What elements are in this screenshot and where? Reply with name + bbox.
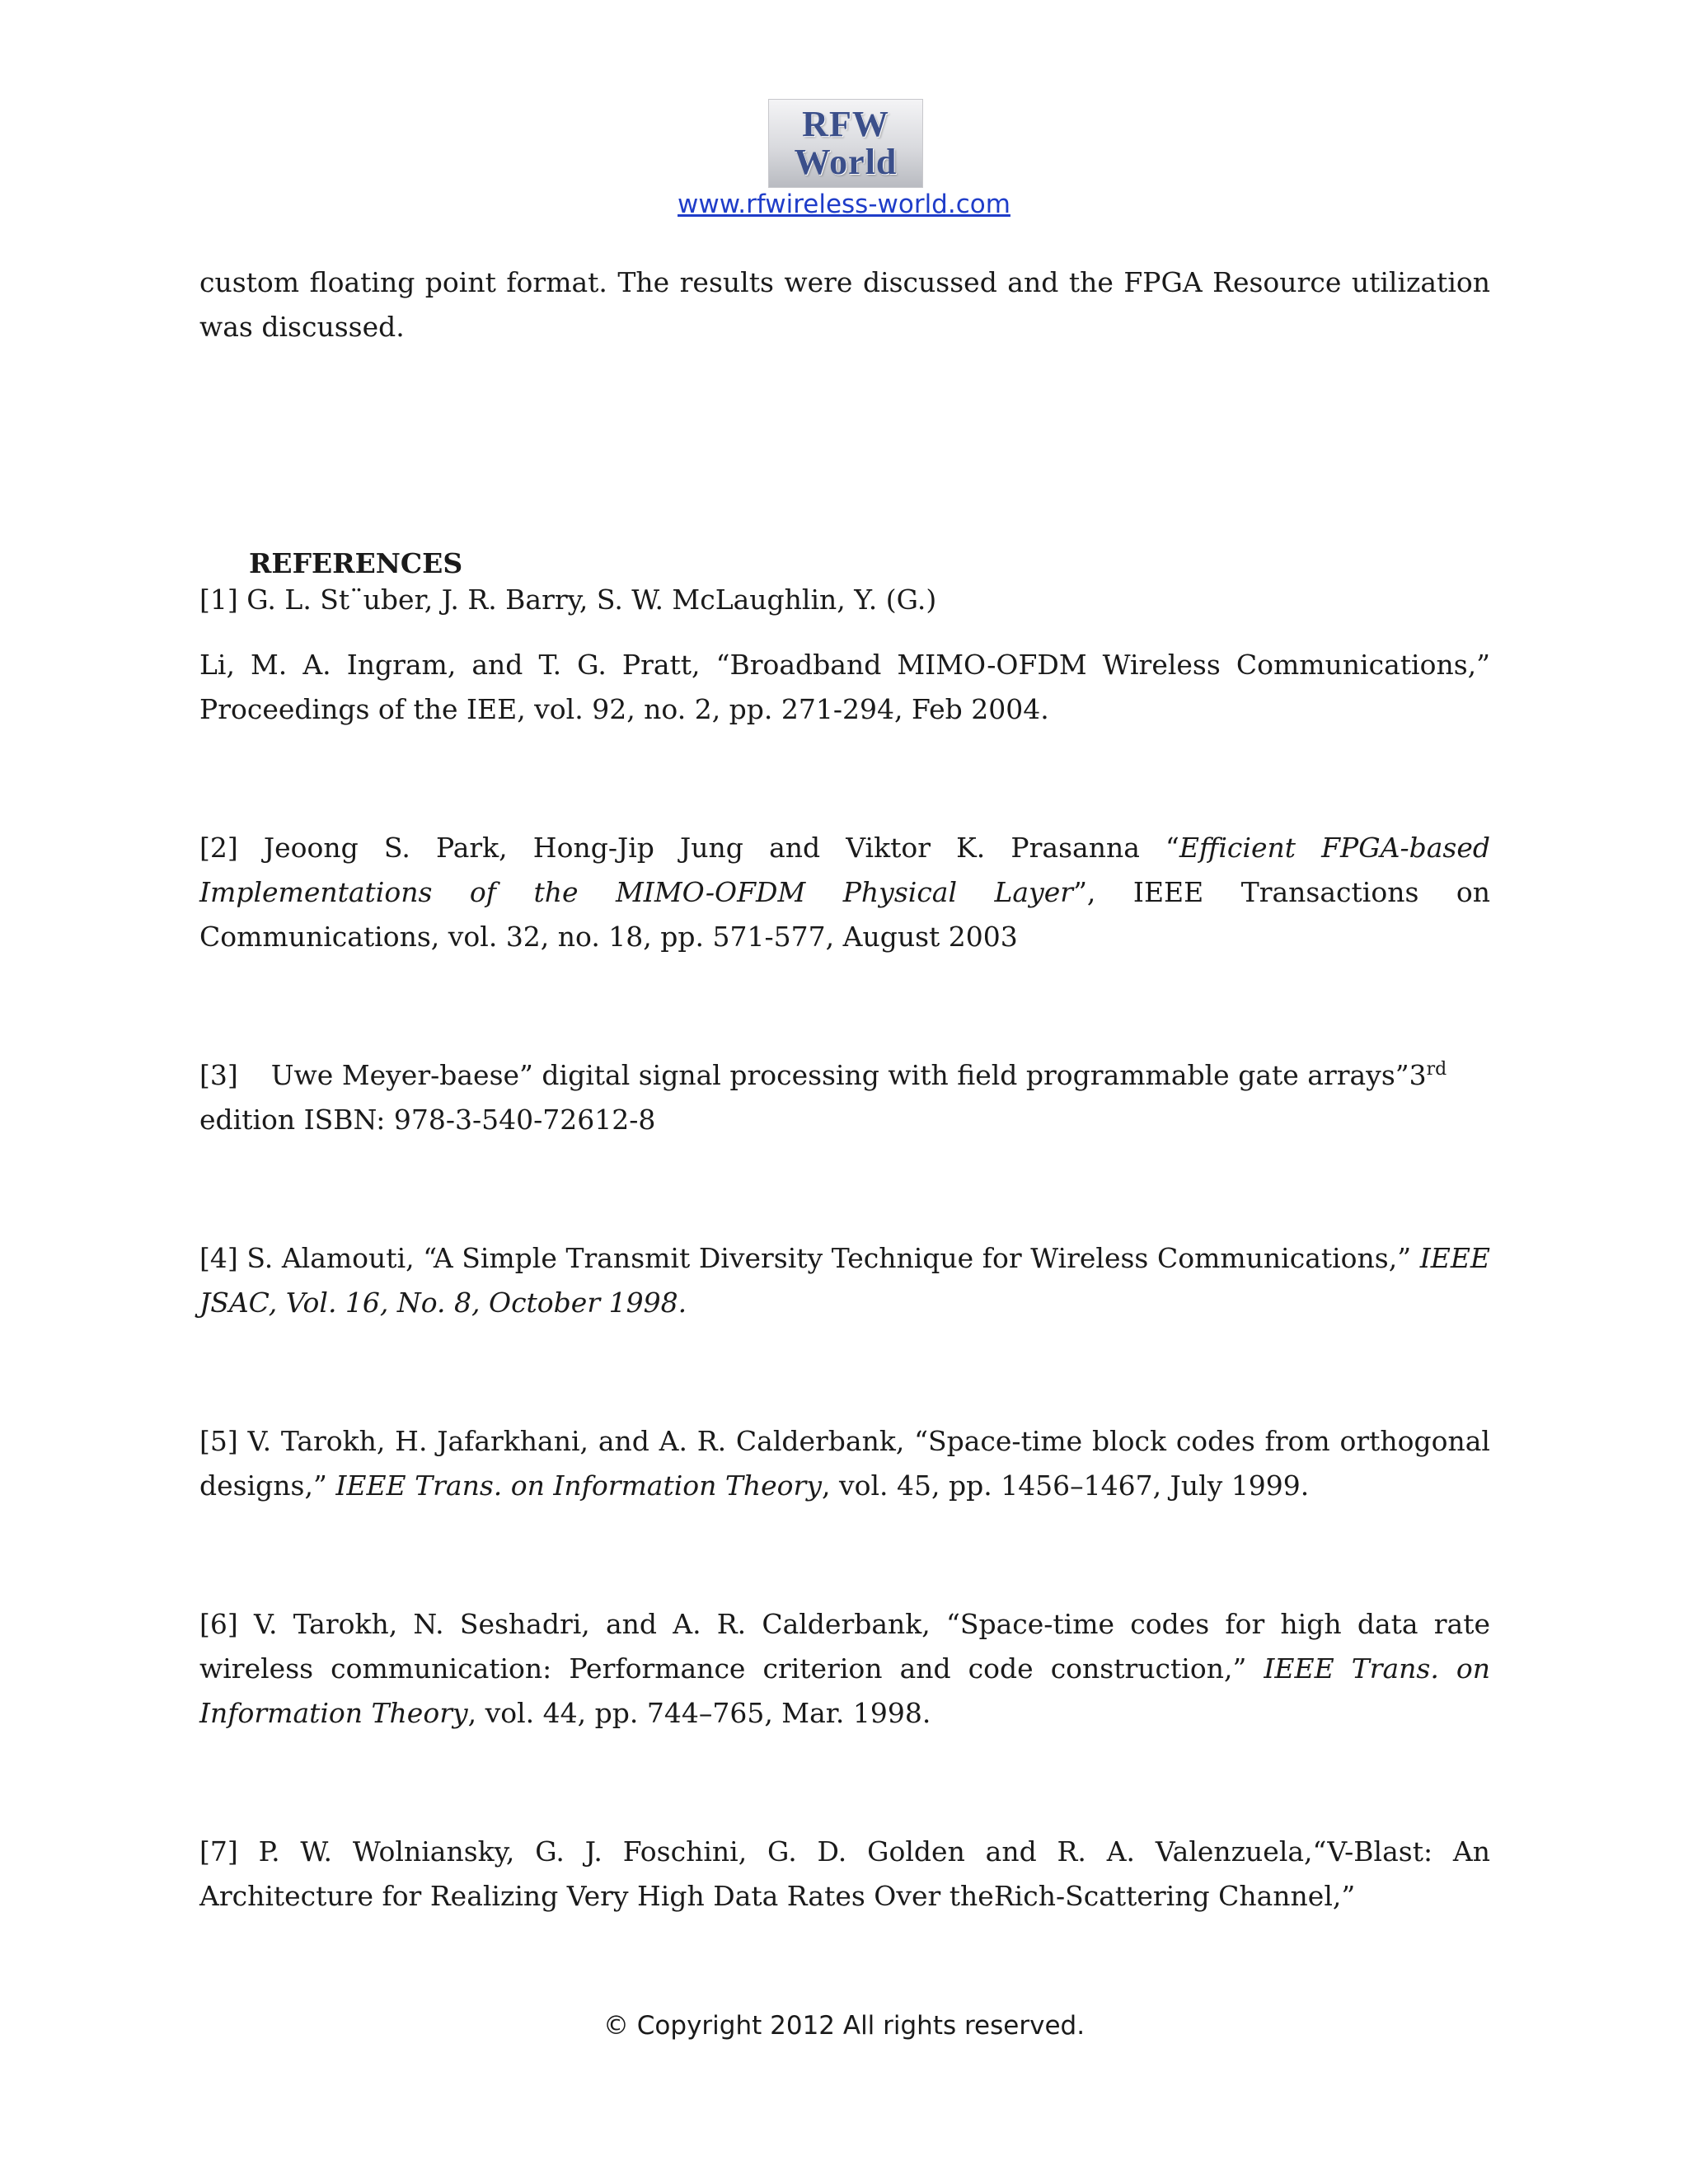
reference-5-rest: , vol. 45, pp. 1456–1467, July 1999. [821, 1469, 1310, 1502]
logo-line-2: World [794, 142, 898, 182]
logo-line-1: RFW [802, 104, 889, 144]
reference-2 [199, 826, 1490, 959]
intro-paragraph: custom floating point format. The results were discussed and the FPGA Resource utilization was discussed. [199, 266, 1490, 343]
reference-6-lead: [6] V. Tarokh, N. Seshadri, and A. R. Calderbank, “Space-time codes for high data rate wireless communication: Performance criterion and code construction,” [199, 1608, 1490, 1685]
reference-4 [199, 1236, 1490, 1325]
reference-3-superscript: rd [1426, 1059, 1447, 1080]
document-body [199, 260, 1490, 1919]
reference-6-venue: IEEE Trans. on Information Theory [199, 1652, 1490, 1729]
reference-3-tail: edition ISBN: 978-3-540-72612-8 [199, 1104, 656, 1136]
rfw-world-logo [768, 99, 923, 188]
reference-5 [199, 1419, 1490, 1508]
reference-5-venue: IEEE Trans. on Information Theory [335, 1469, 822, 1502]
reference-5-lead: [5] V. Tarokh, H. Jafarkhani, and A. R. Calderbank, “Space-time block codes from orthogonal designs,” [199, 1425, 1490, 1502]
site-url-link[interactable]: www.rfwireless-world.com [678, 190, 1010, 219]
reference-6 [199, 1602, 1490, 1736]
reference-1-line-1: [1] G. L. St¨uber, J. R. Barry, S. W. McLaughlin, Y. (G.) [199, 583, 937, 616]
reference-2-title: Efficient FPGA-based Implementations of the MIMO-OFDM Physical Layer [199, 832, 1490, 908]
reference-7: [7] P. W. Wolniansky, G. J. Foschini, G. D. Golden and R. A. Valenzuela,“V-Blast: An Architecture for Realizing Very High Data Rates Over theRich-Scattering Channel,” [199, 1835, 1490, 1912]
reference-2-rest: ”, IEEE Transactions on Communications, vol. 32, no. 18, pp. 571-577, August 2003 [199, 876, 1490, 953]
references-heading: REFERENCES [249, 547, 463, 579]
reference-3-text: Uwe Meyer-baese” digital signal processing with field programmable gate arrays”3 [270, 1059, 1427, 1091]
reference-1-line-2: Li, M. A. Ingram, and T. G. Pratt, “Broadband MIMO-OFDM Wireless Communications,” Proceedings of the IEE, vol. 92, no. 2, pp. 271-294, Feb 2004. [199, 649, 1490, 725]
reference-2-lead: [2] Jeoong S. Park, Hong-Jip Jung and Viktor K. Prasanna “ [199, 832, 1179, 864]
reference-4-venue: IEEE JSAC, Vol. 16, No. 8, October 1998. [199, 1242, 1490, 1319]
reference-6-rest: , vol. 44, pp. 744–765, Mar. 1998. [467, 1697, 931, 1729]
reference-4-lead: [4] S. Alamouti, “A Simple Transmit Diversity Technique for Wireless Communications,” [199, 1242, 1420, 1274]
reference-3-number: [3] [199, 1059, 238, 1091]
copyright-footer: © Copyright 2012 All rights reserved. [603, 2011, 1085, 2041]
reference-3 [199, 1053, 1490, 1142]
